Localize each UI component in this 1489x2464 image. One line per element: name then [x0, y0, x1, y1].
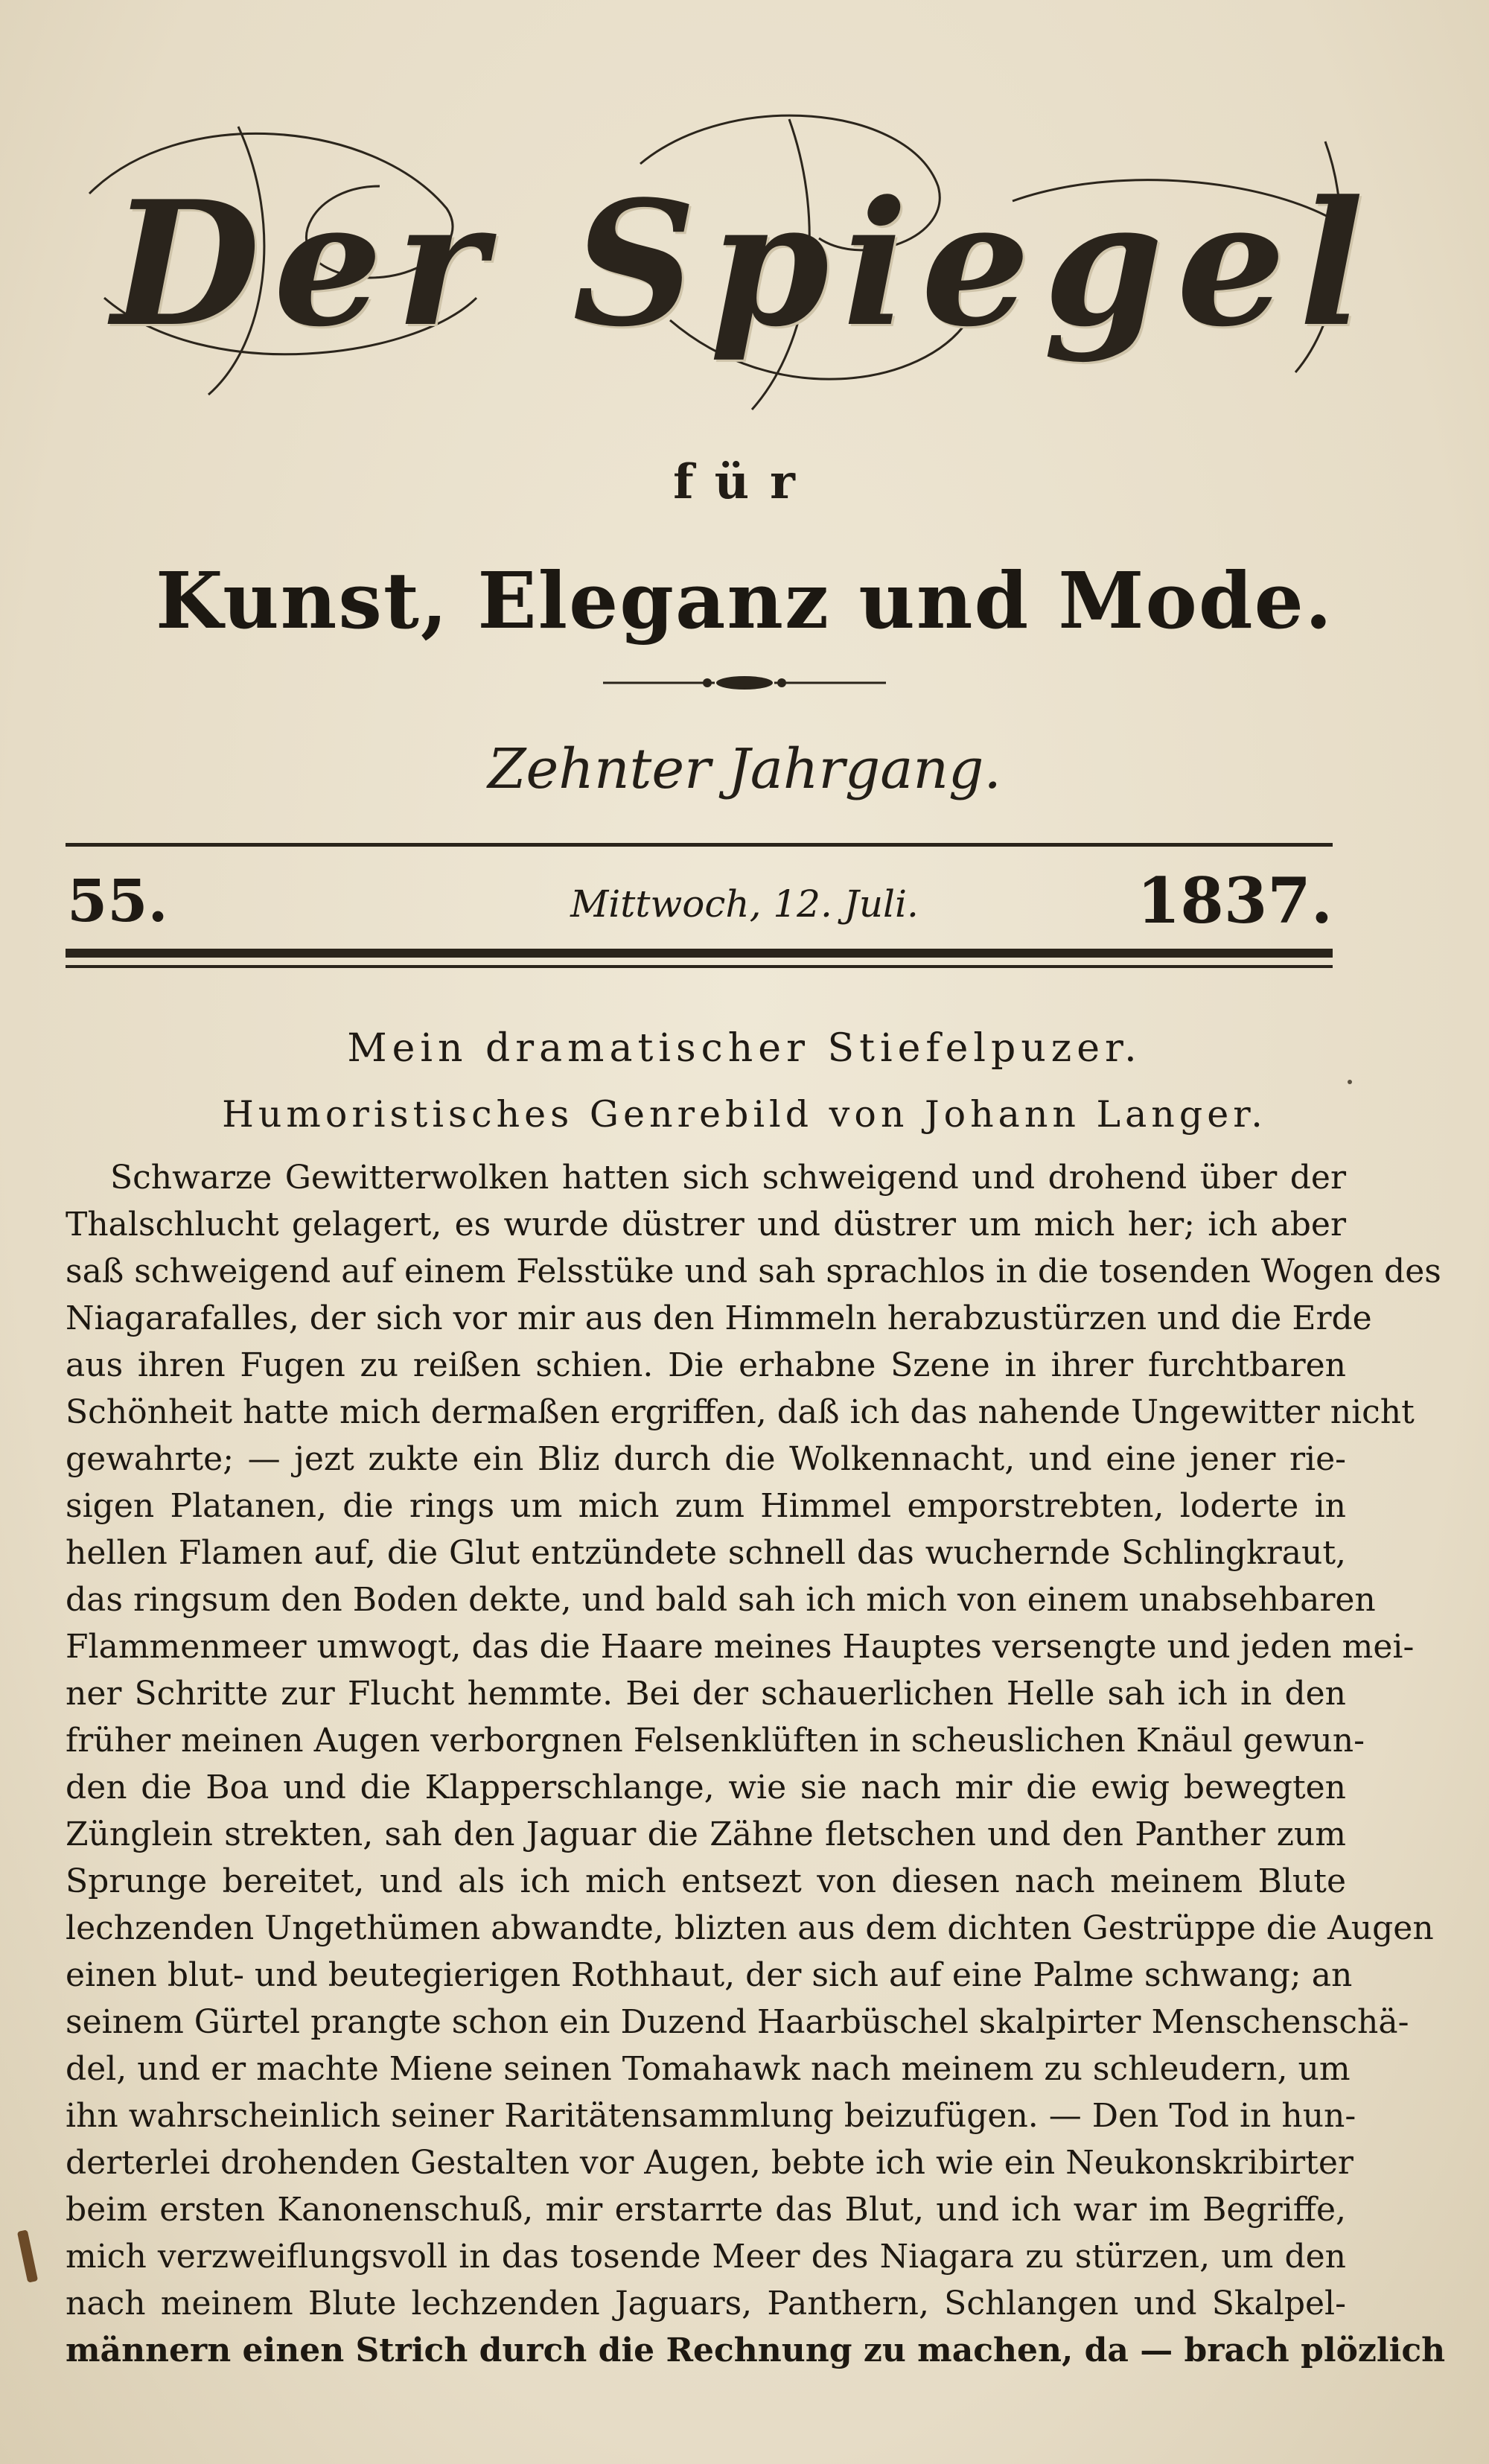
article-line: sigen Platanen, die rings um mich zum Himmel emporstrebten, loderte in — [66, 1487, 1346, 1525]
masthead-subtitle: Kunst, Eleganz und Mode. — [156, 555, 1333, 646]
article-line: Niagarafalles, der sich vor mir aus den Himmeln herabzustürzen und die Erde — [66, 1299, 1372, 1337]
article-line: den die Boa und die Klapperschlange, wie sie nach mir die ewig bewegten — [66, 1769, 1346, 1806]
article-line: derterlei drohenden Gestalten vor Augen, bebte ich wie ein Neukonskribirter — [66, 2144, 1354, 2182]
issue-date: Mittwoch, 12. Juli. — [570, 882, 919, 926]
article-line: gewahrte; — jezt zukte ein Bliz durch die Wolkennacht, und eine jener rie- — [66, 1440, 1346, 1478]
issue-number: 55. — [67, 868, 168, 935]
article-body — [66, 1154, 1446, 2374]
paper-speck — [1348, 1080, 1352, 1084]
article-line: männern einen Strich durch die Rechnung zu machen, da — brach plözlich — [66, 2331, 1446, 2369]
article-line: seinem Gürtel prangte schon ein Duzend Haarbüschel skalpirter Menschenschä- — [66, 2003, 1409, 2041]
article-line: Thalschlucht gelagert, es wurde düstrer und düstrer um mich her; ich aber — [66, 1206, 1346, 1244]
article-line: Zünglein strekten, sah den Jaguar die Zähne fletschen und den Panther zum — [66, 1815, 1346, 1853]
article-line: Sprunge bereitet, und als ich mich entsezt von diesen nach meinem Blute — [66, 1862, 1346, 1900]
article-line: beim ersten Kanonenschuß, mir erstarrte das Blut, und ich war im Begriffe, — [66, 2191, 1346, 2229]
masthead-title: Der Spiegel — [111, 164, 1378, 365]
article-line: früher meinen Augen verborgnen Felsenklüften in scheuslichen Knäul gewun- — [66, 1722, 1365, 1760]
article-line: aus ihren Fugen zu reißen schien. Die erhabne Szene in ihrer furchtbaren — [66, 1346, 1346, 1384]
article-title: Mein dramatischer Stiefelpuzer. — [347, 1026, 1142, 1071]
article-line: saß schweigend auf einem Felsstüke und sah sprachlos in die tosenden Wogen des — [66, 1252, 1441, 1290]
article-line: lechzenden Ungethümen abwandte, blizten aus dem dichten Gestrüppe die Augen — [66, 1909, 1434, 1947]
header-rule-top — [66, 843, 1333, 847]
article-line: einen blut- und beutegierigen Rothhaut, der sich auf eine Palme schwang; an — [66, 1956, 1353, 1994]
article-line: ner Schritte zur Flucht hemmte. Bei der schauerlichen Helle sah ich in den — [66, 1675, 1346, 1713]
article-line: nach meinem Blute lechzenden Jaguars, Panthern, Schlangen und Skalpel- — [66, 2285, 1346, 2323]
margin-stain — [17, 2229, 38, 2282]
article-line: Flammenmeer umwogt, das die Haare meines Hauptes versengte und jeden mei- — [66, 1628, 1415, 1666]
article-line: del, und er machte Miene seinen Tomahawk nach meinem zu schleudern, um — [66, 2050, 1351, 2088]
article-line: das ringsum den Boden dekte, und bald sah ich mich von einem unabsehbaren — [66, 1581, 1376, 1619]
article-line: Schwarze Gewitterwolken hatten sich schweigend und drohend über der — [110, 1159, 1346, 1197]
masthead-fuer: für — [673, 454, 816, 510]
article-line: hellen Flamen auf, die Glut entzündete schnell das wuchernde Schlingkraut, — [66, 1534, 1346, 1572]
header-rule-thick — [66, 949, 1333, 958]
volume-line: Zehnter Jahrgang. — [488, 737, 1001, 801]
header-rule-thin — [66, 965, 1333, 968]
ornament-divider-icon — [596, 670, 893, 695]
article-line: ihn wahrscheinlich seiner Raritätensammlung beizufügen. — Den Tod in hun- — [66, 2097, 1356, 2135]
article-line: Schönheit hatte mich dermaßen ergriffen, daß ich das nahende Ungewitter nicht — [66, 1393, 1415, 1431]
masthead-flourish — [60, 74, 1429, 432]
issue-year: 1837. — [1136, 864, 1333, 937]
article-subtitle: Humoristisches Genrebild von Johann Langer. — [222, 1093, 1267, 1136]
article-line: mich verzweiflungsvoll in das tosende Meer des Niagara zu stürzen, um den — [66, 2238, 1346, 2276]
